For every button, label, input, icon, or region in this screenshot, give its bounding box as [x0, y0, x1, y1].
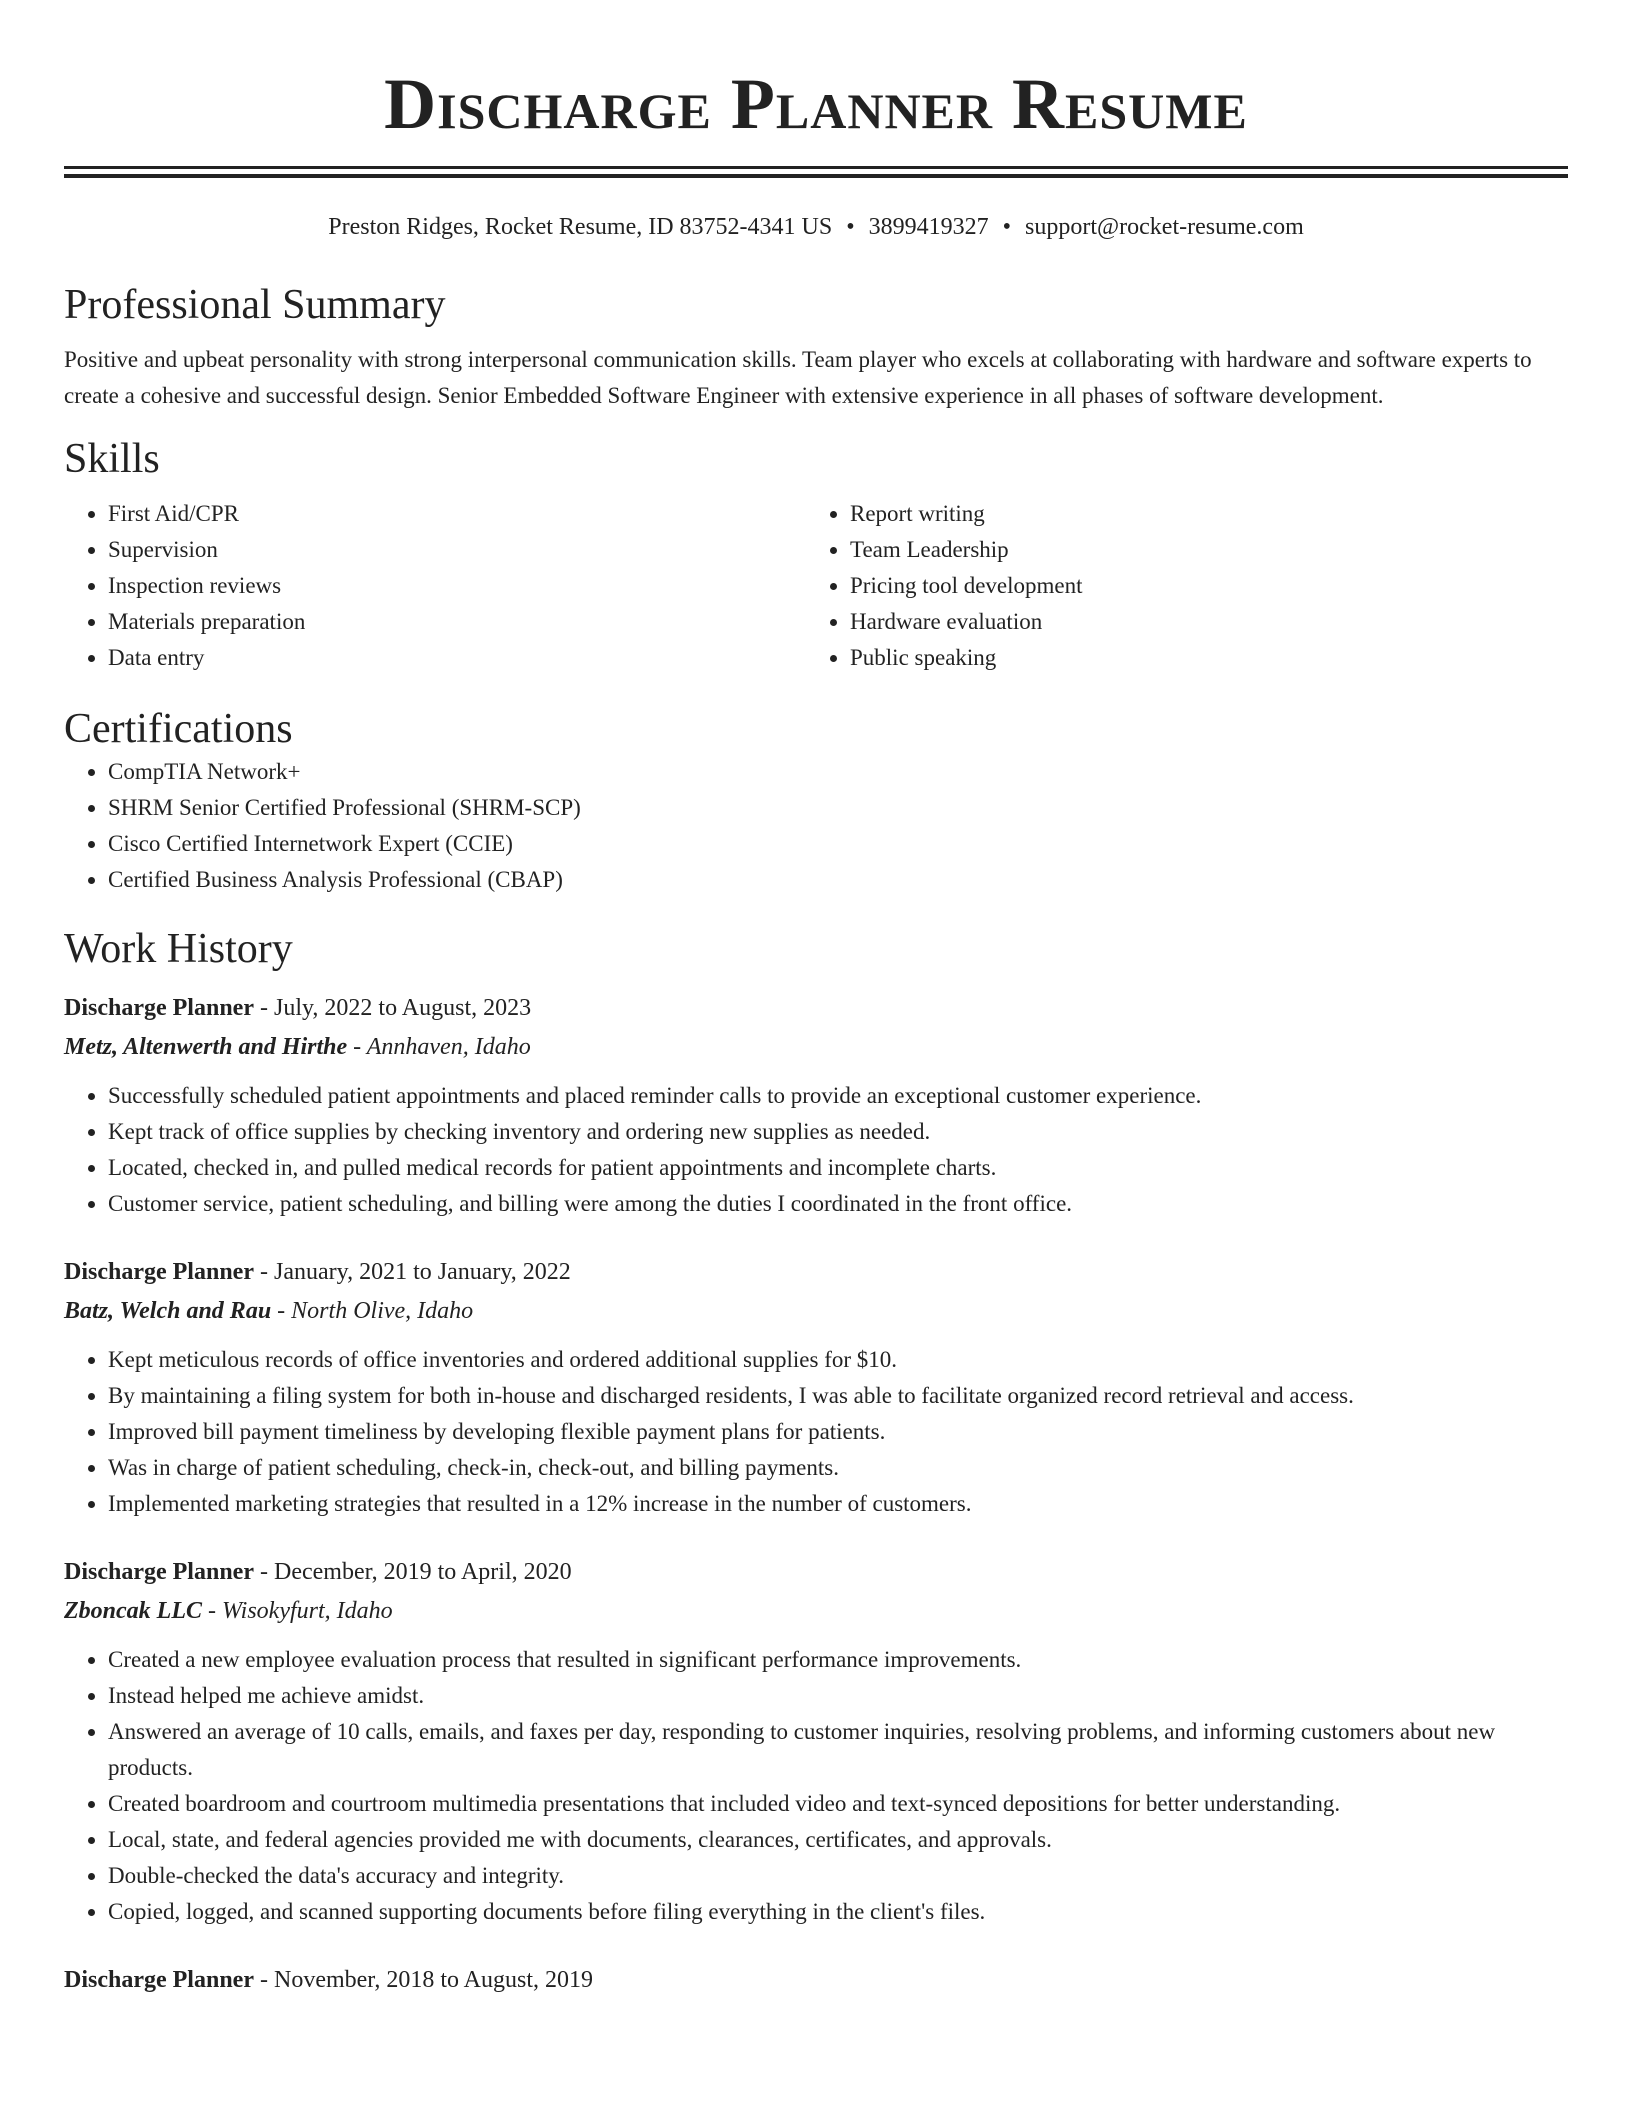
job-company: Batz, Welch and Rau	[64, 1298, 272, 1324]
job-duty: • Double-checked the data's accuracy and integrity.	[108, 1858, 1568, 1894]
job-dates: November, 2018 to August, 2019	[273, 1967, 594, 1993]
job-title-line	[64, 988, 1568, 1028]
resume-title: Discharge Planner Resume	[384, 64, 1248, 144]
job-duty: • Customer service, patient scheduling, and billing were among the duties I coordinated in the front office.	[108, 1186, 1568, 1222]
job-duty: • Answered an average of 10 calls, emails, and faxes per day, responding to customer inquiries, resolving problems, and informing customers about new products.	[108, 1714, 1568, 1786]
contact-phone: 3899419327	[868, 214, 989, 240]
skills-column-left	[64, 496, 806, 676]
job-entry	[64, 1252, 1568, 1522]
skills-column-right	[806, 496, 1548, 676]
job-title: Discharge Planner	[64, 1259, 254, 1285]
job-dash: -	[347, 1034, 367, 1060]
job-dates: January, 2021 to January, 2022	[273, 1259, 571, 1285]
title-rule-top	[64, 166, 1568, 169]
job-duty: • By maintaining a filing system for both in-house and discharged residents, I was able to facilitate organized record retrieval and access.	[108, 1378, 1568, 1414]
job-duty: • Implemented marketing strategies that resulted in a 12% increase in the number of customers.	[108, 1486, 1568, 1522]
job-location: Wisokyfurt, Idaho	[222, 1598, 393, 1624]
skill-item: • Public speaking	[850, 640, 1548, 676]
job-title-line	[64, 1252, 1568, 1292]
job-duty: • Kept track of office supplies by checking inventory and ordering new supplies as needed.	[108, 1114, 1568, 1150]
summary-text: Positive and upbeat personality with strong interpersonal communication skills. Team player who excels at collaborating with hardware and software experts to create a cohesive and successful design. Senior Embedded Software Engineer with extensive experience in all phases of software development.	[64, 347, 1532, 408]
job-duty: • Created boardroom and courtroom multimedia presentations that included video and text-synced depositions for better understanding.	[108, 1786, 1568, 1822]
job-title: Discharge Planner	[64, 1967, 254, 1993]
job-duty: • Copied, logged, and scanned supporting documents before filing everything in the client's files.	[108, 1894, 1568, 1930]
job-dates: July, 2022 to August, 2023	[273, 995, 532, 1021]
skills-list-left	[64, 496, 806, 676]
job-duty: • Was in charge of patient scheduling, check-in, check-out, and billing payments.	[108, 1450, 1568, 1486]
job-title: Discharge Planner	[64, 995, 254, 1021]
job-dash: -	[202, 1598, 222, 1624]
job-company: Metz, Altenwerth and Hirthe	[64, 1034, 348, 1060]
skill-item: • Report writing	[850, 496, 1548, 532]
skill-item: • Inspection reviews	[108, 568, 806, 604]
job-duty: • Kept meticulous records of office inventories and ordered additional supplies for $10.	[108, 1342, 1568, 1378]
title-rule-bottom	[64, 174, 1568, 178]
contact-line	[64, 212, 1568, 242]
job-dash: -	[271, 1298, 292, 1324]
work-history-heading: Work History	[64, 926, 293, 972]
job-dates: December, 2019 to April, 2020	[273, 1559, 572, 1585]
skill-item: • Materials preparation	[108, 604, 806, 640]
resume-page	[64, 0, 1568, 2000]
summary-heading: Professional Summary	[64, 282, 446, 328]
certification-item: • Cisco Certified Internetwork Expert (CCIE)	[108, 826, 1568, 862]
skill-item: • Hardware evaluation	[850, 604, 1548, 640]
job-duties-list	[64, 1078, 1568, 1222]
job-title-line	[64, 1960, 1568, 2000]
job-duty: • Successfully scheduled patient appointments and placed reminder calls to provide an exceptional customer experience.	[108, 1078, 1568, 1114]
contact-separator: •	[1002, 214, 1012, 240]
job-location: North Olive, Idaho	[291, 1298, 474, 1324]
job-duties-list	[64, 1642, 1568, 1930]
job-entry	[64, 988, 1568, 1222]
job-duty: • Instead helped me achieve amidst.	[108, 1678, 1568, 1714]
certifications-list	[64, 754, 1568, 898]
certification-item: • CompTIA Network+	[108, 754, 1568, 790]
job-dash: -	[253, 1259, 274, 1285]
skills-columns	[64, 496, 1568, 676]
contact-address: Preston Ridges, Rocket Resume, ID 83752-4341 US	[328, 214, 833, 240]
job-duty: • Located, checked in, and pulled medical records for patient appointments and incomplete charts.	[108, 1150, 1568, 1186]
job-duty: • Created a new employee evaluation process that resulted in significant performance improvements.	[108, 1642, 1568, 1678]
job-dash: -	[253, 1559, 274, 1585]
job-dash: -	[253, 995, 274, 1021]
certification-item: • SHRM Senior Certified Professional (SHRM-SCP)	[108, 790, 1568, 826]
contact-separator: •	[846, 214, 855, 240]
job-duties-list	[64, 1342, 1568, 1522]
job-company-line	[64, 1028, 1568, 1066]
job-company-line	[64, 1292, 1568, 1330]
contact-email: support@rocket-resume.com	[1025, 214, 1304, 240]
job-title: Discharge Planner	[64, 1559, 254, 1585]
skill-item: • First Aid/CPR	[108, 496, 806, 532]
skill-item: • Pricing tool development	[850, 568, 1548, 604]
job-company-line	[64, 1592, 1568, 1630]
job-entry	[64, 1552, 1568, 1930]
skill-item: • Team Leadership	[850, 532, 1548, 568]
skill-item: • Data entry	[108, 640, 806, 676]
certifications-heading: Certifications	[64, 706, 293, 752]
job-location: Annhaven, Idaho	[366, 1034, 531, 1060]
skill-item: • Supervision	[108, 532, 806, 568]
job-entry	[64, 1960, 1568, 2000]
skills-heading: Skills	[64, 436, 160, 482]
skills-list-right	[806, 496, 1548, 676]
job-title-line	[64, 1552, 1568, 1592]
job-dash: -	[253, 1967, 274, 1993]
job-duty: • Improved bill payment timeliness by developing flexible payment plans for patients.	[108, 1414, 1568, 1450]
job-duty: • Local, state, and federal agencies provided me with documents, clearances, certificates, and approvals.	[108, 1822, 1568, 1858]
job-company: Zboncak LLC	[64, 1598, 202, 1624]
certification-item: • Certified Business Analysis Professional (CBAP)	[108, 862, 1568, 898]
